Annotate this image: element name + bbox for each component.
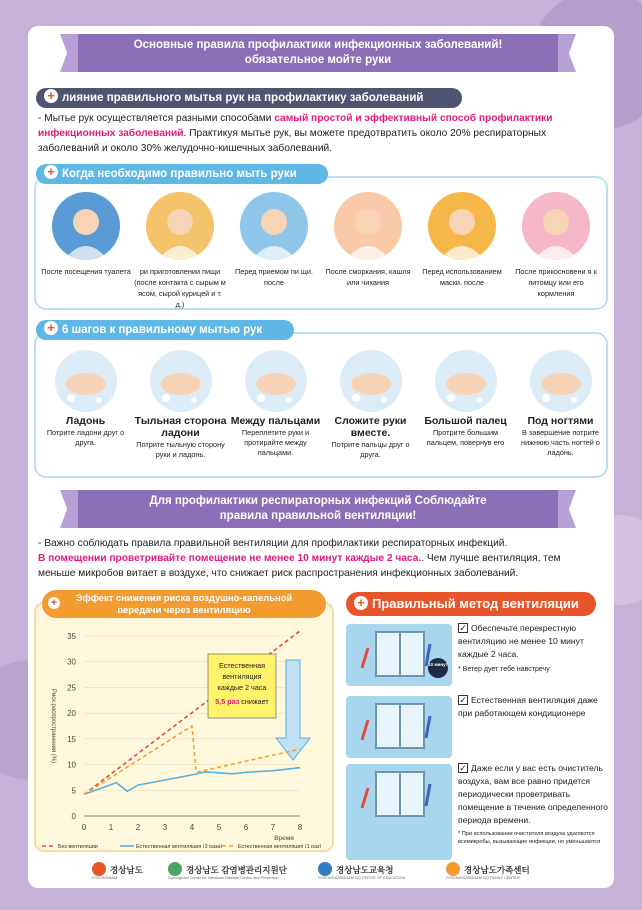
wash-step-desc: Потрите пальцы друг о друга. — [331, 440, 410, 459]
vent-text-a: - Важно соблюдать правила правильной вентиляции для профилактики респираторных инфекций. — [38, 538, 508, 549]
series-line — [84, 726, 300, 794]
legend-label: Естественная вентиляция (3 раза) — [136, 844, 223, 848]
hands-washing-icon — [340, 350, 402, 412]
plus-icon: + — [44, 165, 58, 179]
chart-title-line2: передачи через вентиляцию — [117, 604, 251, 615]
wash-step — [513, 350, 608, 458]
when-item-label: Перед приемом пи щи. после — [235, 267, 313, 287]
org-name: 경상남도교육청 — [336, 865, 394, 875]
checkbox-icon: ✓ — [459, 695, 467, 705]
when-item-label: После прикосновени я к питомцу или его кормления — [515, 267, 597, 298]
method-item — [458, 622, 608, 675]
org-name: 경상남도가족센터 — [464, 865, 530, 875]
wash-step — [38, 350, 133, 448]
section3-title: 6 шагов к правильному мытью рук — [62, 324, 263, 336]
y-tick-label: 25 — [67, 683, 76, 693]
annotation-text: Естественная — [219, 661, 265, 670]
section2-title: Когда необходимо правильно мыть руки — [62, 168, 297, 180]
checkbox-icon: ✓ — [459, 763, 467, 773]
arrow-down-icon — [276, 660, 310, 760]
mask-icon — [428, 192, 496, 260]
y-tick-label: 15 — [67, 734, 76, 744]
chart-annotation — [208, 654, 276, 718]
wash-step-desc: Протрите большим пальцем, повернув его — [426, 428, 505, 447]
hands-washing-icon — [530, 350, 592, 412]
wash-step — [323, 350, 418, 460]
hands-washing-icon — [435, 350, 497, 412]
section1-text-highlight: самый простой и эффективный способ профилактики инфекционных заболеваний — [38, 113, 553, 139]
timer-badge: 10 минут — [428, 658, 448, 678]
when-item-label: После сморкания, кашля или чихания — [325, 267, 411, 287]
vent-text-c: . Чем лучше вентиляция, тем меньше микробов витает в воздухе, что снижает риск распространения инфекционных заболеваний. — [38, 553, 561, 579]
method-item-text: Обеспечьте перекрестную вентиляцию не менее 10 минут каждые 2 часа. — [458, 623, 584, 659]
method-item-note: * Ветер дует тебе навстречу — [458, 666, 550, 673]
x-tick-label: 6 — [243, 823, 249, 832]
section2-title-pill — [36, 164, 328, 184]
method-title-pill — [346, 592, 596, 616]
wash-step-desc: Потрите ладони друг о друга. — [46, 428, 125, 447]
wash-step-title: Под ногтями — [527, 415, 594, 427]
emblem-icon — [446, 862, 460, 876]
when-item — [510, 192, 602, 299]
org-subtitle: Gyeongnam Center for Infectious Disease Control and Prevention — [168, 876, 279, 880]
y-tick-label: 35 — [67, 632, 76, 641]
y-tick-label: 30 — [67, 657, 76, 667]
section1-title: лияние правильного мытья рук на профилактику заболеваний — [62, 92, 424, 104]
wash-step — [228, 350, 323, 458]
when-item — [416, 192, 508, 288]
annotation-text: каждые 2 часа — [217, 683, 267, 692]
hands-washing-icon — [245, 350, 307, 412]
y-tick-label: 20 — [67, 709, 76, 719]
ventilation-title-line2: правила правильной вентиляции! — [219, 510, 417, 522]
org-subtitle: GYEONGSANGNAM-DO OFFICE OF EDUCATION — [318, 876, 406, 880]
org-logo — [318, 862, 405, 880]
cooking-icon — [146, 192, 214, 260]
method-item — [458, 762, 608, 846]
org-logo — [446, 862, 530, 880]
org-logo — [168, 862, 287, 880]
y-tick-label: 10 — [67, 760, 76, 770]
plus-icon: + — [48, 597, 60, 609]
emblem-icon — [92, 862, 106, 876]
ventilation-paragraph — [38, 536, 598, 581]
x-tick-label: 3 — [162, 823, 168, 832]
main-title-line2: обязательное мойте руки — [244, 54, 392, 66]
plus-icon: + — [354, 596, 368, 610]
when-item — [228, 192, 320, 288]
legend-label: Естественная вентиляция (1 раз) — [238, 844, 322, 848]
x-tick-label: 2 — [135, 823, 141, 832]
ventilation-title-line1: Для профилактики респираторных инфекций Соблюдайте — [149, 495, 487, 507]
emblem-icon — [318, 862, 332, 876]
when-item-label: После посещения туалета — [41, 267, 131, 276]
wash-step-title: Ладонь — [65, 415, 106, 427]
pet-icon — [522, 192, 590, 260]
x-tick-label: 7 — [270, 823, 276, 832]
section1-paragraph — [38, 111, 588, 156]
method-item-text: Даже если у вас есть очиститель воздуха, вам все равно придется периодически проветривать помещение в течение определенного периода времени. — [458, 763, 608, 825]
plus-icon: + — [44, 89, 58, 103]
org-subtitle: GYEONGSANGNAM-DO FAMILY CENTER — [446, 876, 520, 880]
emblem-icon — [168, 862, 182, 876]
wash-step-title: Между пальцами — [230, 415, 321, 427]
y-tick-label: 0 — [71, 812, 76, 821]
ventilation-chart — [34, 620, 334, 848]
when-item-label: Перед использованием маски. после — [422, 267, 502, 287]
toilet-icon — [52, 192, 120, 260]
method-item — [458, 694, 608, 720]
org-name: 경상남도 감염병관리지원단 — [186, 865, 287, 875]
checkbox-icon: ✓ — [459, 623, 467, 633]
main-title-line1: Основные правила профилактики инфекционных заболеваний! — [133, 39, 503, 51]
when-item — [322, 192, 414, 288]
chart-title-line1: Эффект снижения риска воздушно-капельной — [75, 592, 293, 603]
x-tick-label: 0 — [81, 823, 87, 832]
annotation-text: вентиляция — [222, 672, 262, 681]
wash-step — [133, 350, 228, 460]
wash-step-desc: В завершение потрите нижнюю часть ногтей о ладонь. — [521, 428, 600, 457]
org-name: 경상남도 — [110, 865, 143, 875]
wash-step-desc: Переплетите руки и протирайте между пальцами. — [241, 428, 310, 457]
method-item-note: * При использовании очистителя воздуха удаляются всемикробы, вызывающие инфекции, но уменьшается — [458, 831, 601, 845]
legend-label: Без вентиляции — [58, 844, 98, 848]
section1-text-c: . Практикуя мытье рук, вы можете предотвратить около 20% респираторных заболеваний и около 30% желудочно-кишечных заболеваний. — [38, 128, 547, 154]
x-tick-label: 5 — [216, 823, 222, 832]
y-axis-label: Риск распространения (%) — [50, 688, 56, 764]
wash-step-title: Сложите руки вместе. — [334, 415, 407, 439]
sneeze-icon — [334, 192, 402, 260]
section1-title-pill — [36, 88, 462, 108]
eating-icon — [240, 192, 308, 260]
section1-text-a: - Мытье рук осуществляется разными способами — [38, 113, 275, 124]
when-item-label: ри приготовлении пищи (после контакта с сырым м ясом, сырой курицей и т. д.) — [134, 267, 226, 309]
hands-washing-icon — [150, 350, 212, 412]
org-subtitle: GYEONGNAM — [92, 876, 118, 880]
wash-step — [418, 350, 513, 448]
chart-title-pill — [42, 590, 326, 618]
method-item-text: Естественная вентиляция даже при работающем кондиционере — [458, 695, 598, 718]
wash-step-title: Тыльная сторона ладони — [134, 415, 227, 439]
vent-text-highlight: В помещении проветривайте помещение не менее 10 минут каждые 2 часа. — [38, 553, 422, 564]
ventilation-banner — [78, 490, 558, 528]
window-illustration — [346, 764, 452, 860]
x-tick-label: 4 — [189, 823, 195, 832]
when-item — [134, 192, 226, 310]
plus-icon: + — [44, 321, 58, 335]
annotation-text: 5,5 раз снижает — [215, 697, 269, 706]
method-title: Правильный метод вентиляции — [372, 596, 579, 611]
wash-step-desc: Потрите тыльную сторону руки и ладонь. — [136, 440, 225, 459]
when-item — [40, 192, 132, 277]
window-illustration — [346, 696, 452, 758]
x-tick-label: 1 — [108, 823, 114, 832]
y-tick-label: 5 — [71, 786, 76, 796]
main-title-banner — [78, 34, 558, 72]
section3-title-pill — [36, 320, 294, 340]
x-axis-label: Время — [274, 835, 294, 842]
hands-washing-icon — [55, 350, 117, 412]
x-tick-label: 8 — [297, 823, 303, 832]
wash-step-title: Большой палец — [424, 415, 507, 427]
org-logo — [92, 862, 143, 880]
